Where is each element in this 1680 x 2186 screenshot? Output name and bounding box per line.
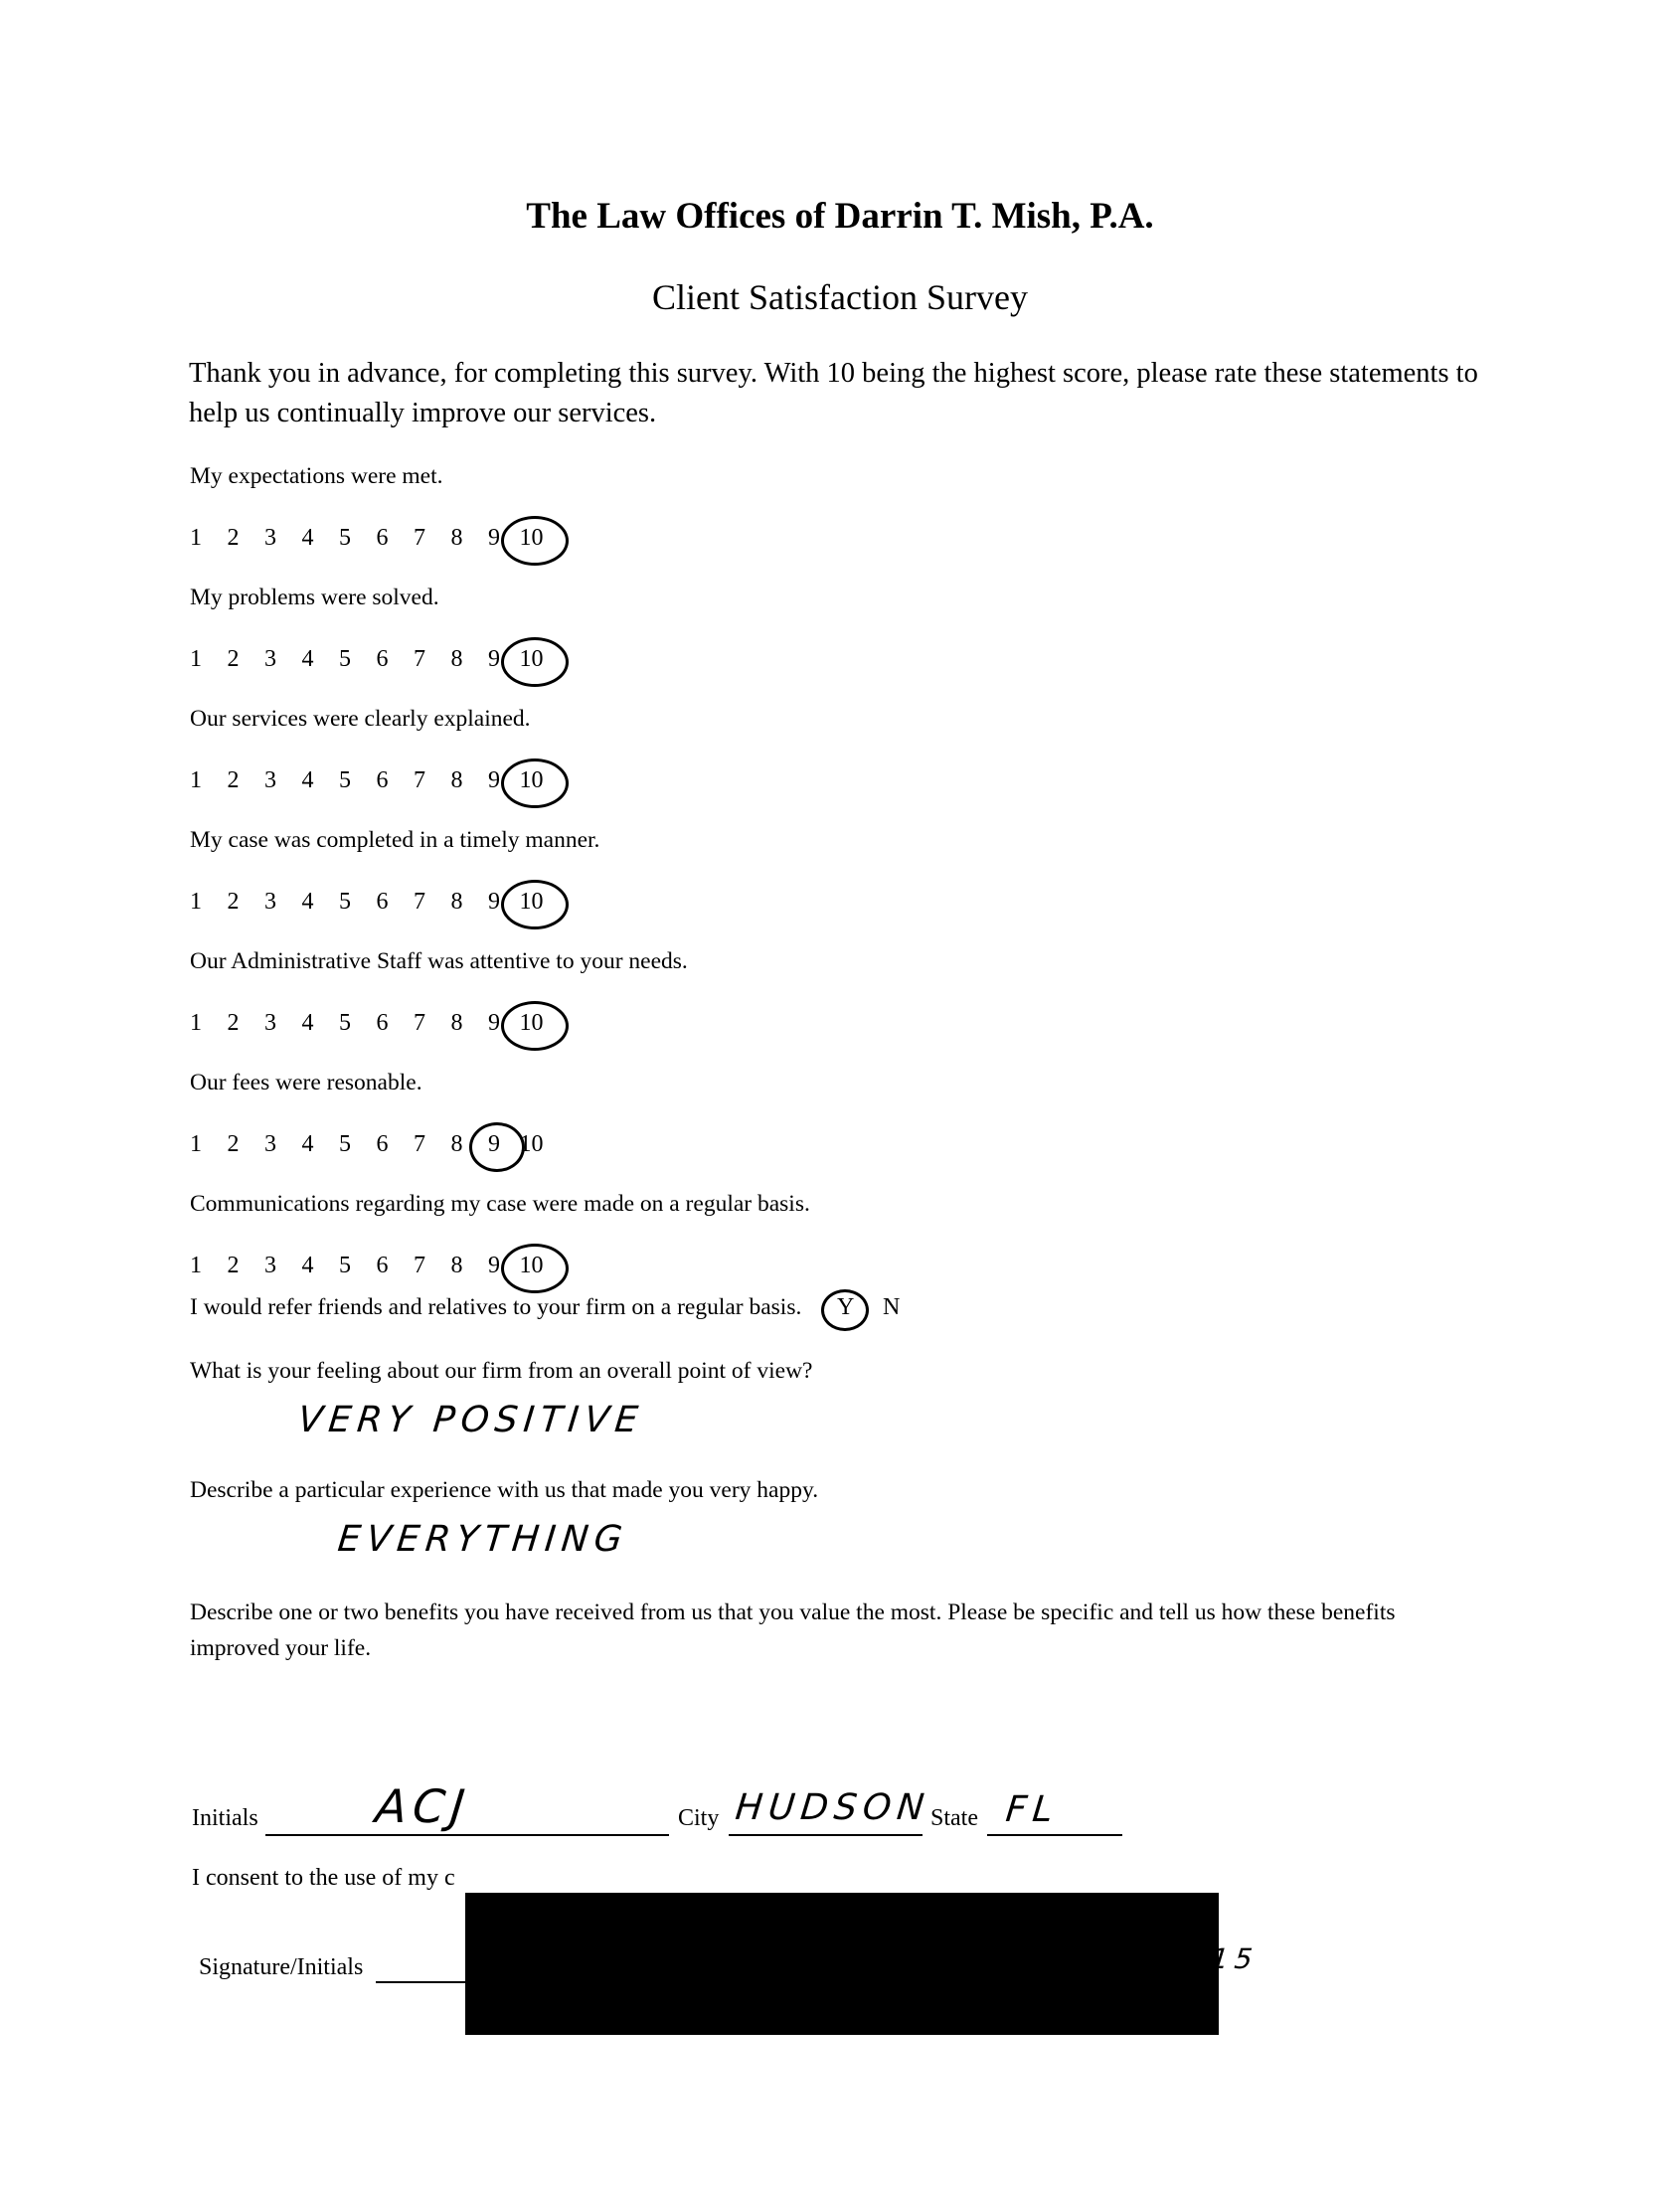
rating-option[interactable]: 5	[339, 1131, 351, 1157]
rating-option[interactable]: 7	[414, 646, 425, 672]
rating-option[interactable]: 4	[301, 1253, 314, 1278]
rating-option[interactable]: 5	[339, 767, 351, 793]
question-1-scale	[0, 525, 696, 565]
selected-rating-circle	[501, 516, 569, 566]
overall-answer[interactable]: VERY POSITIVE	[295, 1400, 646, 1440]
rating-option[interactable]: 2	[227, 646, 240, 672]
rating-option[interactable]: 9	[488, 646, 500, 672]
selected-rating-circle	[501, 880, 569, 929]
rating-option[interactable]: 1	[190, 525, 202, 551]
rating-option[interactable]: 1	[190, 1253, 202, 1278]
rating-option[interactable]: 6	[376, 646, 389, 672]
rating-option[interactable]: 3	[264, 767, 276, 793]
signature-label: Signature/Initials	[199, 1954, 364, 1980]
question-1-label: My expectations were met.	[190, 463, 443, 489]
rating-option[interactable]: 5	[339, 1010, 351, 1036]
selected-rating-circle	[501, 758, 569, 808]
rating-option[interactable]: 4	[301, 646, 314, 672]
intro-text: Thank you in advance, for completing this survey. With 10 being the highest score, please rate these statements to help us continually improve our services.	[189, 358, 1478, 428]
refer-no-option[interactable]: N	[883, 1294, 901, 1320]
rating-option[interactable]: 4	[301, 1010, 314, 1036]
rating-option[interactable]: 1	[190, 1010, 202, 1036]
rating-option[interactable]: 10	[519, 1131, 544, 1157]
rating-option[interactable]: 7	[414, 1253, 425, 1278]
rating-option[interactable]: 8	[450, 646, 463, 672]
question-2-label: My problems were solved.	[190, 585, 439, 610]
rating-option[interactable]: 8	[450, 1131, 463, 1157]
rating-option[interactable]: 7	[414, 1010, 425, 1036]
benefits-question: Describe one or two benefits you have received from us that you value the most. Please be specific and tell us how these benefits improved your life.	[190, 1599, 1396, 1661]
rating-option[interactable]: 4	[301, 889, 314, 915]
rating-option[interactable]: 4	[301, 767, 314, 793]
rating-option[interactable]: 1	[190, 889, 202, 915]
rating-option[interactable]: 10	[519, 889, 544, 915]
rating-option[interactable]: 5	[339, 646, 351, 672]
rating-option[interactable]: 10	[519, 525, 544, 551]
question-4-label: My case was completed in a timely manner.	[190, 827, 600, 853]
rating-option[interactable]: 2	[227, 1253, 240, 1278]
rating-option[interactable]: 3	[264, 1131, 276, 1157]
city-label: City	[678, 1805, 720, 1831]
rating-option[interactable]: 5	[339, 525, 351, 551]
firm-title: The Law Offices of Darrin T. Mish, P.A.	[526, 196, 1154, 237]
initials-line	[265, 1834, 669, 1836]
rating-option[interactable]: 2	[227, 1131, 240, 1157]
selected-rating-circle	[501, 637, 569, 687]
initials-value[interactable]: ACJ	[373, 1779, 473, 1833]
rating-option[interactable]: 9	[488, 1253, 500, 1278]
rating-option[interactable]: 8	[450, 889, 463, 915]
question-7-label: Communications regarding my case were made on a regular basis.	[190, 1191, 810, 1217]
rating-option[interactable]: 10	[519, 767, 544, 793]
rating-option[interactable]: 9	[488, 1010, 500, 1036]
question-5-scale	[0, 1010, 696, 1050]
rating-option[interactable]: 7	[414, 767, 425, 793]
rating-option[interactable]: 2	[227, 1010, 240, 1036]
rating-option[interactable]: 3	[264, 1253, 276, 1278]
city-value[interactable]: HUDSON	[733, 1787, 932, 1828]
refer-question: I would refer friends and relatives to your firm on a regular basis.	[190, 1294, 802, 1320]
question-6-scale	[0, 1131, 696, 1171]
rating-option[interactable]: 9	[488, 767, 500, 793]
rating-option[interactable]: 8	[450, 525, 463, 551]
rating-option[interactable]: 9	[488, 1131, 500, 1157]
rating-option[interactable]: 7	[414, 1131, 425, 1157]
experience-question: Describe a particular experience with us that made you very happy.	[190, 1477, 819, 1503]
rating-option[interactable]: 6	[376, 1253, 389, 1278]
rating-option[interactable]: 3	[264, 525, 276, 551]
rating-option[interactable]: 8	[450, 1010, 463, 1036]
state-line	[987, 1834, 1122, 1836]
rating-option[interactable]: 1	[190, 1131, 202, 1157]
rating-option[interactable]: 10	[519, 1010, 544, 1036]
signature-trailing-mark: 15	[1209, 1942, 1260, 1975]
rating-option[interactable]: 4	[301, 1131, 314, 1157]
rating-option[interactable]: 6	[376, 889, 389, 915]
rating-option[interactable]: 6	[376, 525, 389, 551]
rating-option[interactable]: 7	[414, 889, 425, 915]
rating-option[interactable]: 2	[227, 889, 240, 915]
rating-option[interactable]: 8	[450, 767, 463, 793]
selected-rating-circle	[501, 1244, 569, 1293]
rating-option[interactable]: 6	[376, 767, 389, 793]
overall-question: What is your feeling about our firm from an overall point of view?	[190, 1358, 813, 1384]
selected-rating-circle	[501, 1001, 569, 1051]
rating-option[interactable]: 5	[339, 889, 351, 915]
question-2-scale	[0, 646, 696, 686]
rating-option[interactable]: 6	[376, 1010, 389, 1036]
rating-option[interactable]: 9	[488, 525, 500, 551]
question-7-scale	[0, 1253, 696, 1292]
rating-option[interactable]: 7	[414, 525, 425, 551]
question-6-label: Our fees were resonable.	[190, 1070, 422, 1095]
consent-text: I consent to the use of my c	[192, 1865, 455, 1891]
question-3-label: Our services were clearly explained.	[190, 706, 531, 732]
question-3-scale	[0, 767, 696, 807]
city-line	[729, 1834, 923, 1836]
question-4-scale	[0, 889, 696, 928]
rating-option[interactable]: 3	[264, 1010, 276, 1036]
rating-option[interactable]: 9	[488, 889, 500, 915]
refer-yes-option[interactable]: Y	[837, 1294, 855, 1320]
rating-option[interactable]: 1	[190, 767, 202, 793]
rating-option[interactable]: 8	[450, 1253, 463, 1278]
rating-option[interactable]: 5	[339, 1253, 351, 1278]
rating-option[interactable]: 1	[190, 646, 202, 672]
rating-option[interactable]: 3	[264, 646, 276, 672]
state-label: State	[930, 1805, 978, 1831]
question-5-label: Our Administrative Staff was attentive to your needs.	[190, 948, 688, 974]
rating-option[interactable]: 4	[301, 525, 314, 551]
state-value[interactable]: FL	[1003, 1789, 1061, 1830]
signature-line	[376, 1981, 465, 1983]
rating-option[interactable]: 10	[519, 1253, 544, 1278]
rating-option[interactable]: 6	[376, 1131, 389, 1157]
survey-subtitle: Client Satisfaction Survey	[652, 277, 1028, 317]
experience-answer[interactable]: EVERYTHING	[335, 1519, 630, 1560]
rating-option[interactable]: 2	[227, 525, 240, 551]
redaction-block	[465, 1893, 1219, 2035]
rating-option[interactable]: 3	[264, 889, 276, 915]
rating-option[interactable]: 2	[227, 767, 240, 793]
rating-option[interactable]: 10	[519, 646, 544, 672]
refer-yes-circle	[821, 1289, 869, 1331]
initials-label: Initials	[192, 1805, 258, 1831]
